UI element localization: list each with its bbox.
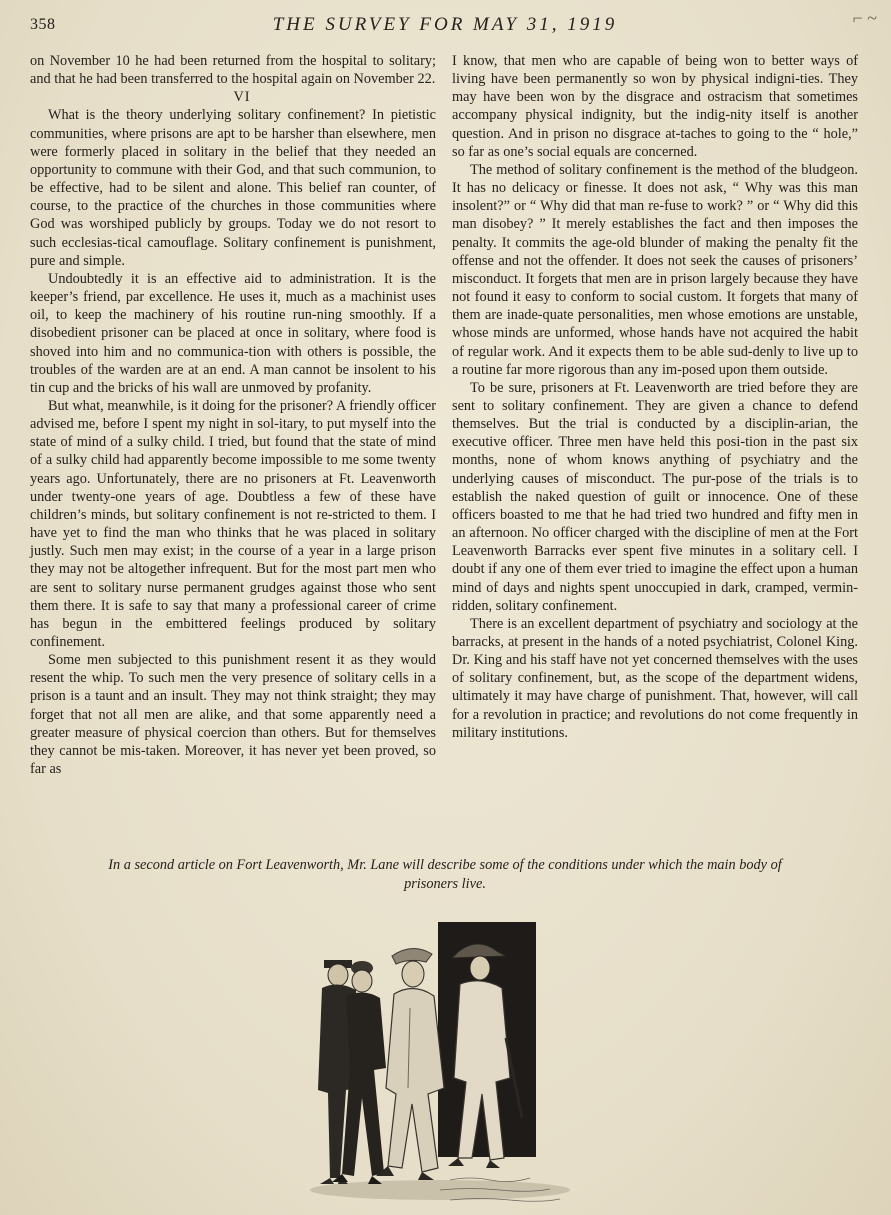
paragraph: Undoubtedly it is an effective aid to administration. It is the keeper’s friend, par excellence. He uses it, much as a machinist uses oil, to keep the machinery of his routine run-ning smoothly. If a disobedient prisoner can be placed at once in solitary, where food is shoved into him and no communica-tion with others is possible, the troubles of the warden are at an end. A man cannot be insolent to his tin cup and the bricks of his wall are unmoved by profanity. [30,270,436,396]
paragraph: What is the theory underlying solitary confinement? In pietistic communities, where prisons are apt to be harsher than elsewhere, men were formerly placed in solitary in the belief that they needed an opportunity to commune with their God, and that such communion, to be effective, had to be silent and alone. This belief ran counter, of course, to the practice of the churches in those communities where God was worshiped publicly by groups. Today we do not resort to such ecclesias-tical camouflage. Solitary confinement is punishment, pure and simple. [30,107,436,269]
margin-mark: ⌐ ~ [852,8,877,28]
left-column [30,52,436,778]
page-header [30,14,860,38]
paragraph: But what, meanwhile, is it doing for the prisoner? A friendly officer advised me, before I spent my night in sol-itary, to put myself into the state of mind of a sulky child. I tried, but found that the state of mind of a sulky child had apparently become impossible to me some twenty years ago. Unfortunately, there are no prisoners at Ft. Leavenworth under twenty-one years of age. Doubtless a few of these have children’s minds, but solitary confinement is not re-stricted to them. I have yet to find the man who thinks that he was placed in solitary justly. Such men may exist; in the course of a year in a large prison they may not be altogether infrequent. But for the most part men who are sent to solitary nurse permanent grudges against those who sent them there. It is safe to say that many a professional career of crime has begun in the embittered feelings produced by solitary confinement. [30,397,436,650]
paragraph: There is an excellent department of psychiatry and sociology at the barracks, at present in the hands of a noted psychiatrist, Colonel King. Dr. King and his staff have not yet concerned themselves with the uses of solitary confinement, but, as the scope of the department widens, ultimately it may have charge of punishment. That, however, will call for a revolution in practice; and revolutions do not come frequently in military institutions. [452,615,858,741]
paragraph: I know, that men who are capable of being won to better ways of living have been permanently so won by physical indigni-ties. They may have been won by the disgrace and ostracism that sometimes accompany physical indignity, but the indig-nity itself is another question. And in prison no disgrace at-taches to going to the “ hole,” so far as one’s social equals are concerned. [452,53,858,160]
right-column [452,52,858,742]
running-title: THE SURVEY FOR MAY 31, 1919 [272,14,618,35]
paragraph: The method of solitary confinement is the method of the bludgeon. It has no delicacy or finesse. It does not ask, “ Why was this man insolent?” or “ Why did that man re-fuse to work? ” or “ Why did this man disobey? ” It merely establishes the fact and then imposes the penalty. It commits the age-old blunder of making the penalty fit the offense and not the offender. It does not seek the causes of prisoners’ misconduct. It forgets that men are in prison largely because they have not found it easy to conform to social custom. It forgets that many of them are inade-quate personalities, men whose emotions are unstable, whose minds are unformed, whose hands have not acquired the habit of regular work. And it expects them to be able sud-denly to live up to a routine far more rigorous than any im-posed upon them outside. [452,161,858,378]
figure-man-light-coat [376,948,444,1180]
paragraph: Some men subjected to this punishment resent it as they would resent the whip. To such men the very presence of solitary cells in a prison is a taunt and an insult. They may not think straight; they may forget that not all men are alike, and that some apparently need a greater measure of physical coercion than others. But for themselves they cannot be mis-taken. Moreover, it has never yet been proved, so far as [30,652,436,778]
paragraph: on November 10 he had been returned from the hospital to solitary; and that he had been transferred to the hospital again on November 22. [30,53,436,88]
sketch-illustration [300,918,590,1210]
article-caption: In a second article on Fort Leavenworth, Mr. Lane will describe some of the conditions under which the main body of prisoners live. [108,857,782,892]
section-heading: VI [233,89,251,106]
page-number: 358 [30,16,56,33]
paragraph: To be sure, prisoners at Ft. Leavenworth are tried before they are sent to solitary confinement. They are given a chance to defend themselves. But the trial is conducted by a disciplin-arian, the executive officer. Three men have held this posi-tion in the past six months, none of whom knows anything of psychiatry and the underlying causes of misconduct. The pur-pose of the trials is to establish the naked question of guilt or innocence. One of these officers boasted to me that he had tried two hundred and fifty men in an afternoon. No officer charged with the discipline of men at the Fort Leavenworth Barracks ever spent five minutes in a solitary cell. I doubt if any one of them ever tried to imagine the effect upon a human mind of days and nights spent unoccupied in dark, cramped, vermin-ridden, solitary confinement. [452,379,858,614]
